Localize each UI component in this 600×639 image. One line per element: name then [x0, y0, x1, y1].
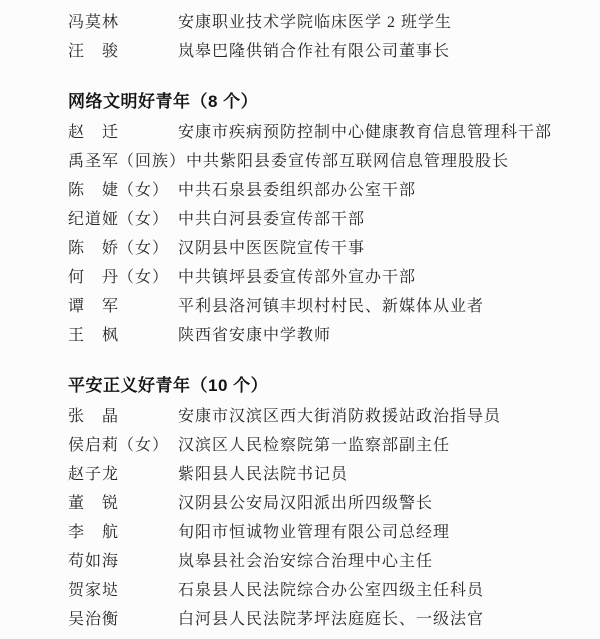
- name-cell: [68, 432, 178, 455]
- person-name: 谭军: [68, 298, 118, 315]
- person-title: 紫阳县人民法院书记员: [178, 466, 349, 483]
- person-name: 陈婕: [68, 182, 118, 199]
- person-name: 汪骏: [68, 43, 118, 60]
- list-item: [68, 290, 550, 319]
- list-item: [68, 516, 550, 545]
- person-annotation: （女）: [118, 240, 170, 257]
- person-name: 李航: [68, 524, 118, 541]
- name-cell: [68, 148, 186, 171]
- person-title: 平利县洛河镇丰坝村村民、新媒体从业者: [178, 298, 485, 315]
- name-cell: [68, 548, 178, 571]
- person-title: 中共紫阳县委宣传部互联网信息管理股股长: [186, 153, 510, 170]
- person-name: 赵子龙: [68, 466, 118, 483]
- list-item: [68, 35, 550, 64]
- person-annotation: （回族）: [118, 153, 187, 170]
- person-name: 王枫: [68, 327, 118, 344]
- person-name: 张晶: [68, 408, 118, 425]
- person-annotation: （女）: [118, 437, 170, 454]
- person-title: 安康市汉滨区西大街消防救援站政治指导员: [178, 408, 502, 425]
- person-title: 岚皋巴隆供销合作社有限公司董事长: [178, 43, 451, 60]
- name-cell: [68, 206, 178, 229]
- person-name: 冯莫林: [68, 14, 118, 31]
- section-title: 网络文明好青年（8 个）: [68, 92, 259, 111]
- name-cell: [68, 606, 178, 629]
- name-cell: [68, 577, 178, 600]
- person-title: 汉阴县中医医院宣传干事: [178, 240, 366, 257]
- name-cell: [68, 264, 178, 287]
- list-item: [68, 574, 550, 603]
- person-title: 陕西省安康中学教师: [178, 327, 332, 344]
- person-annotation: （女）: [118, 211, 170, 228]
- name-cell: [68, 322, 178, 345]
- list-item: [68, 261, 550, 290]
- list-item: [68, 232, 550, 261]
- name-cell: [68, 293, 178, 316]
- person-name: 贺家垯: [68, 582, 118, 599]
- section-title: 平安正义好青年（10 个）: [68, 376, 269, 395]
- name-cell: [68, 490, 178, 513]
- person-annotation: （女）: [118, 269, 170, 286]
- list-item: [68, 116, 553, 145]
- name-cell: [68, 177, 178, 200]
- person-title: 中共白河县委宣传部干部: [178, 211, 366, 228]
- person-name: 苟如海: [68, 553, 118, 570]
- person-title: 汉阴县公安局汉阳派出所四级警长: [178, 495, 434, 512]
- person-title: 白河县人民法院茅坪法庭庭长、一级法官: [178, 611, 485, 628]
- list-item: [68, 429, 550, 458]
- name-cell: [68, 119, 178, 142]
- person-title: 中共石泉县委组织部办公室干部: [178, 182, 417, 199]
- continuation-entries: [68, 6, 550, 64]
- person-name: 纪道娅: [68, 211, 118, 228]
- person-title: 中共镇坪县委宣传部外宣办干部: [178, 269, 417, 286]
- list-item: [68, 145, 550, 174]
- list-item: [68, 545, 550, 574]
- award-sections: [68, 87, 553, 632]
- person-name: 禹圣军: [68, 153, 118, 170]
- person-name: 侯启莉: [68, 437, 118, 454]
- list-item: [68, 174, 550, 203]
- list-item: [68, 203, 550, 232]
- list-item: [68, 400, 550, 429]
- person-name: 董锐: [68, 495, 118, 512]
- list-item: [68, 6, 550, 35]
- person-title: 安康市疾病预防控制中心健康教育信息管理科干部: [178, 124, 553, 141]
- person-annotation: （女）: [118, 182, 170, 199]
- name-cell: [68, 38, 178, 61]
- person-title: 旬阳市恒诚物业管理有限公司总经理: [178, 524, 451, 541]
- person-name: 何丹: [68, 269, 118, 286]
- person-name: 吴治衡: [68, 611, 118, 628]
- person-title: 岚皋县社会治安综合治理中心主任: [178, 553, 434, 570]
- name-cell: [68, 461, 178, 484]
- name-cell: [68, 519, 178, 542]
- name-cell: [68, 235, 178, 258]
- list-item: [68, 458, 550, 487]
- person-title: 安康职业技术学院临床医学 2 班学生: [178, 14, 453, 31]
- person-title: 石泉县人民法院综合办公室四级主任科员: [178, 582, 485, 599]
- list-item: [68, 487, 550, 516]
- person-name: 赵迁: [68, 124, 118, 141]
- person-title: 汉滨区人民检察院第一监察部副主任: [178, 437, 451, 454]
- name-cell: [68, 403, 178, 426]
- list-item: [68, 319, 550, 348]
- list-item: [68, 603, 550, 632]
- name-cell: [68, 9, 178, 32]
- person-name: 陈娇: [68, 240, 118, 257]
